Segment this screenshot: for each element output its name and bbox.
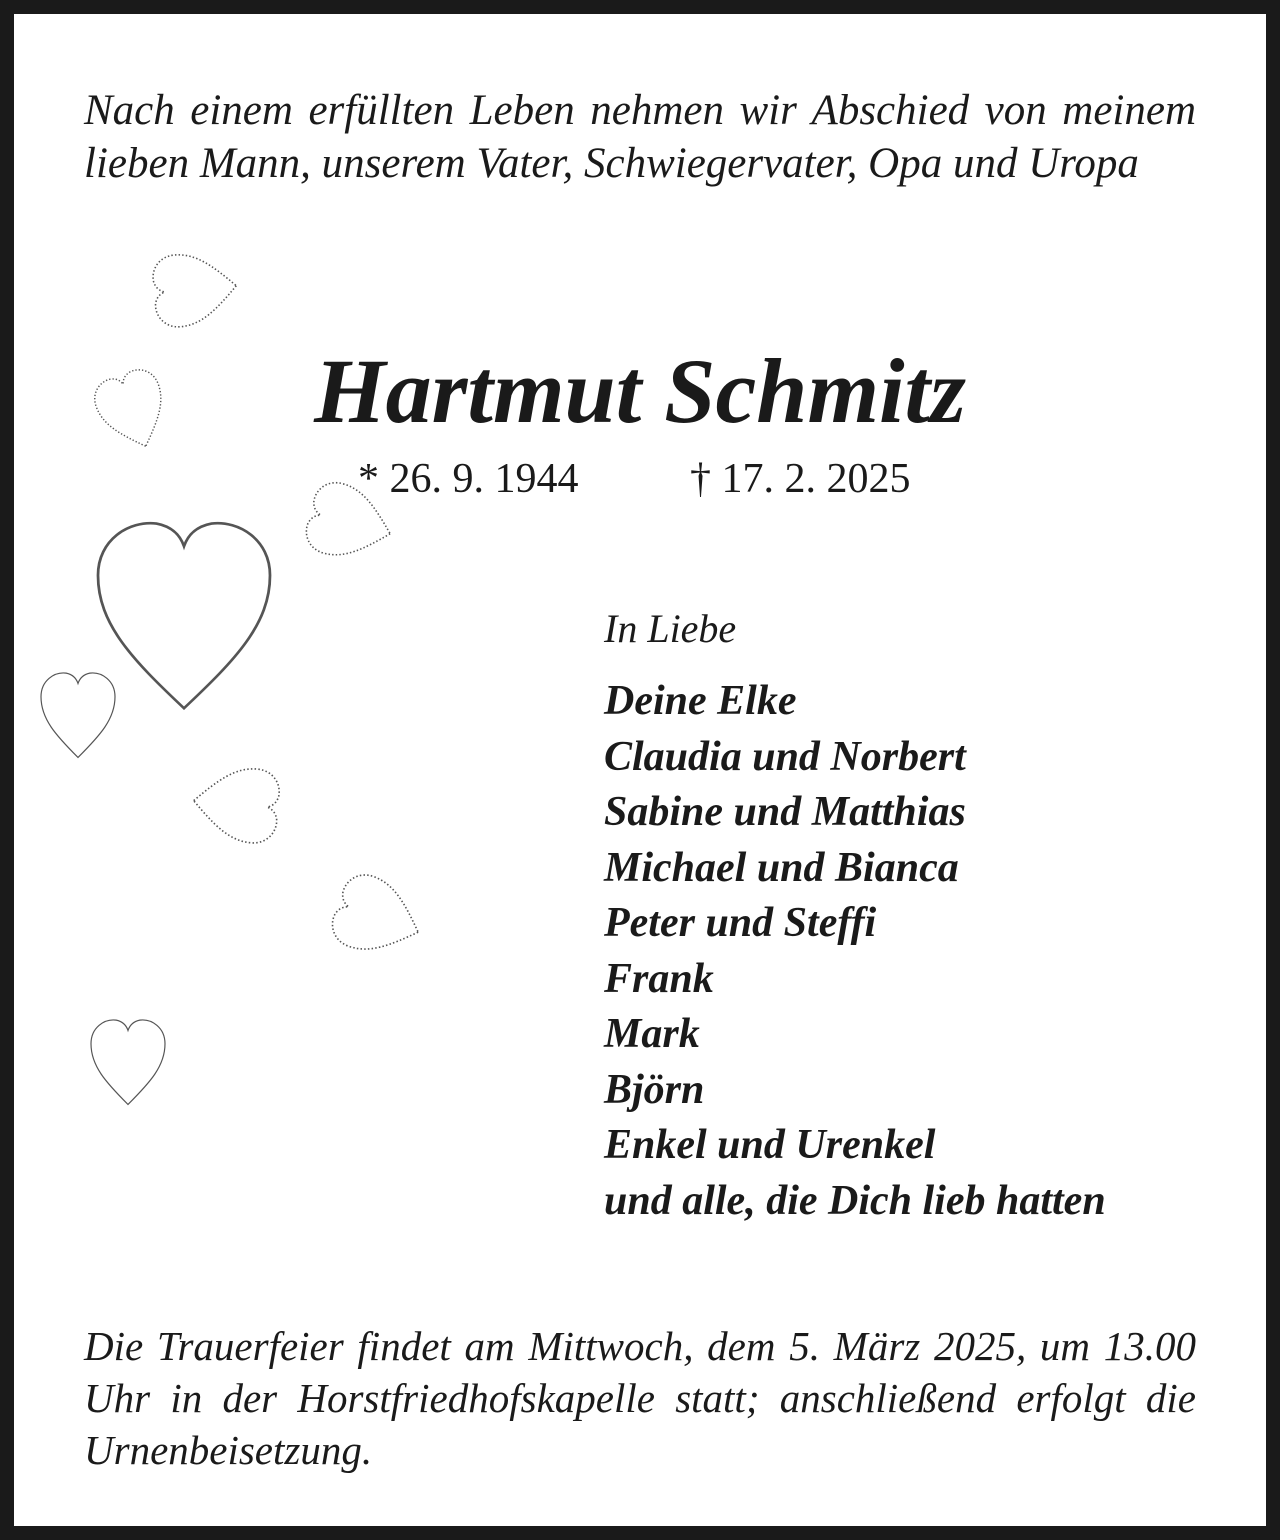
signer-name: Peter und Steffi (604, 900, 877, 946)
heart-icon (41, 673, 115, 758)
death-date: † 17. 2. 2025 (690, 456, 911, 502)
signer-name: Michael und Bianca (604, 844, 959, 891)
signer-name: Sabine und Matthias (604, 789, 966, 835)
signer-name: Björn (604, 1066, 705, 1113)
heart-icon (98, 523, 270, 708)
signer-name: Enkel und Urenkel (604, 1122, 936, 1168)
heart-icon (91, 1020, 165, 1105)
signer-name: Claudia und Norbert (604, 733, 966, 780)
deceased-name: Hartmut Schmitz (314, 340, 966, 442)
closing-phrase: In Liebe (604, 606, 737, 651)
signer-name: und alle, die Dich lieb hatten (604, 1177, 1106, 1224)
heart-icon (326, 868, 431, 966)
funeral-details: Die Trauerfeier findet am Mittwoch, dem 5. März 2025, um 13.00 Uhr in der Horstfriedhofskapelle statt; anschließend erfolgt die Urnenbeisetzung. (84, 1323, 1196, 1473)
intro-text: Nach einem erfüllten Leben nehmen wir Abschied von meinem lieben Mann, unserem Vater, Schwiegervater, Opa und Uropa (84, 87, 1196, 187)
signer-name: Frank (604, 955, 714, 1002)
signer-name: Deine Elke (604, 678, 797, 724)
heart-icon (190, 764, 281, 845)
signers-list (604, 674, 1106, 1229)
birth-date: * 26. 9. 1944 (358, 456, 579, 502)
heart-icon (151, 250, 239, 329)
signer-name: Mark (604, 1011, 700, 1057)
